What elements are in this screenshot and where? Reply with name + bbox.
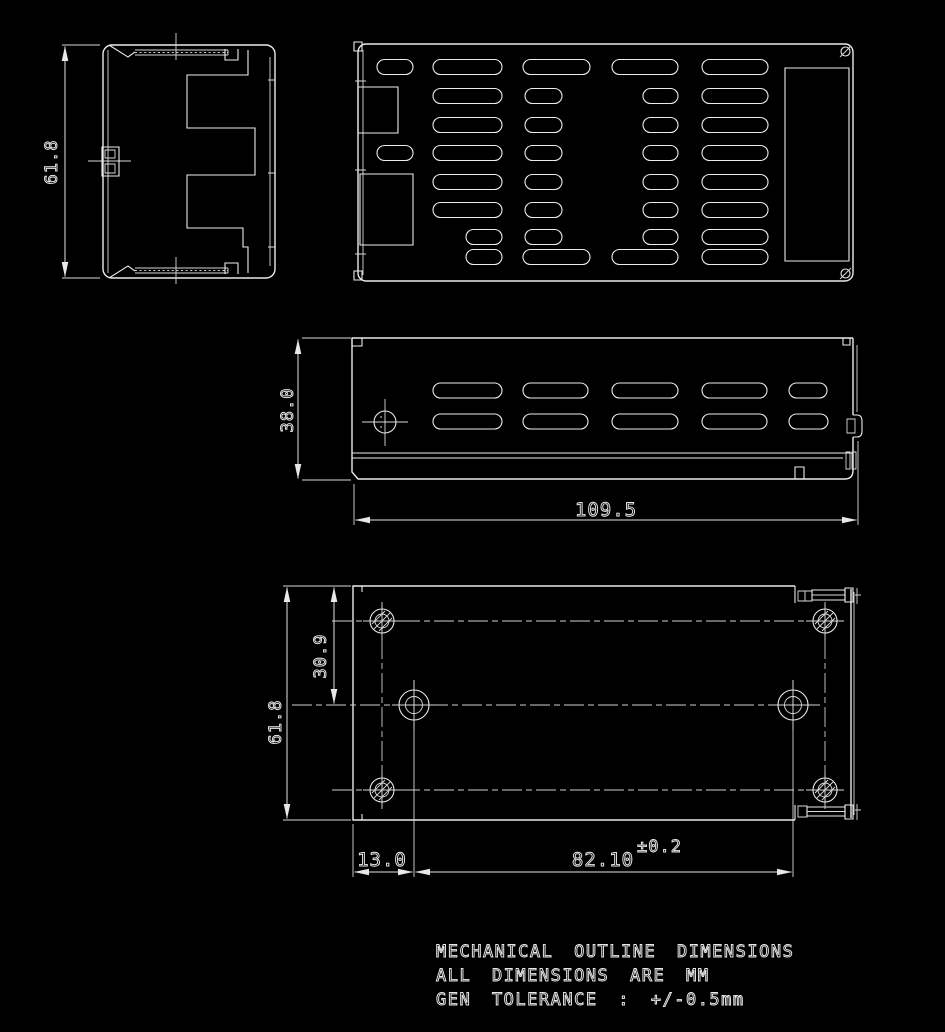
dim-label-hole-spacing: 82.10 (571, 849, 635, 871)
vent-slot (525, 203, 562, 218)
vent-slot (525, 146, 562, 161)
side-vent-slots (433, 383, 828, 429)
vent-slot (377, 60, 413, 75)
vent-slot (702, 118, 768, 133)
tab-top-left (352, 338, 362, 346)
vent-slot (612, 60, 678, 75)
notch-bottom-right (225, 263, 238, 274)
note-line-2: ALL DIMENSIONS ARE MM (436, 966, 710, 986)
top-view (354, 42, 853, 281)
vent-slot (433, 146, 502, 161)
vent-slot (612, 250, 678, 265)
vent-slot (612, 383, 678, 398)
vent-slot (702, 89, 768, 104)
dim-end-height (42, 45, 100, 278)
dim-label-hole-row-offset: 30.9 (311, 633, 331, 679)
notes-block (436, 942, 794, 1010)
mounting-hole-symbol (362, 399, 408, 446)
bottom-view (266, 586, 861, 877)
mounting-holes (363, 602, 844, 809)
corner-hole-cross (806, 602, 844, 640)
note-line-1: MECHANICAL OUTLINE DIMENSIONS (436, 942, 795, 962)
vent-slot (433, 118, 502, 133)
corner-hole-cross (363, 602, 401, 640)
vent-slot (643, 175, 678, 190)
base-plate-lines (352, 453, 853, 458)
vent-slot (643, 230, 678, 245)
vent-slot (523, 250, 590, 265)
terminal-opening-small (358, 87, 398, 133)
corner-hole-cross (806, 771, 844, 809)
vent-slot (643, 118, 678, 133)
vent-slot (466, 230, 502, 245)
vent-slot (433, 383, 502, 398)
corner-hole-cross (363, 771, 401, 809)
din-clip-bump-inner (847, 419, 855, 433)
end-view-top-hatch (135, 50, 228, 55)
end-view-bottom-hatch (135, 268, 228, 273)
vent-slot (525, 89, 562, 104)
dim-label-hole-spacing-tolerance: ±0.2 (637, 837, 682, 857)
dim-label-side-height: 38.0 (278, 387, 298, 433)
vent-slot (525, 175, 562, 190)
dim-hole-left-offset (353, 824, 413, 877)
notch-top-right (225, 49, 238, 60)
vent-slot (702, 250, 768, 265)
vent-slot (525, 230, 562, 245)
dim-label-bottom-width: 61.8 (266, 699, 286, 745)
vent-slot (433, 203, 502, 218)
din-clip-bump (853, 415, 862, 437)
vent-slot (643, 89, 678, 104)
dim-hole-spacing (416, 837, 792, 872)
break-mark-bottom-left (109, 266, 135, 278)
vent-slot (523, 414, 588, 429)
corner-screw-top-right (840, 46, 851, 57)
vent-slot (702, 230, 768, 245)
vent-slot (702, 203, 768, 218)
middle-hole-cross (771, 680, 815, 730)
vent-slot (643, 146, 678, 161)
middle-hole-cross (392, 680, 436, 730)
dim-side-height (278, 338, 351, 480)
dim-side-length (354, 441, 858, 525)
vent-slot (466, 250, 502, 265)
terminal-opening-large (360, 174, 413, 245)
flange-notch (795, 467, 804, 479)
vent-slot (523, 60, 590, 75)
vent-slot (433, 89, 502, 104)
dim-label-hole-left-offset: 13.0 (357, 849, 407, 871)
vent-slot (525, 118, 562, 133)
side-view (278, 338, 862, 525)
vent-slot (433, 414, 502, 429)
top-vent-slots (377, 60, 768, 265)
vent-slot (612, 414, 678, 429)
dim-label-end-height: 61.8 (42, 139, 62, 185)
vent-slot (702, 146, 768, 161)
end-view-outline (103, 45, 275, 278)
vent-slot (643, 203, 678, 218)
side-clip-detail (88, 147, 131, 176)
vent-slot (433, 175, 502, 190)
vent-slot (377, 146, 413, 161)
note-line-3: GEN TOLERANCE : +/-0.5mm (436, 990, 745, 1010)
end-view (42, 33, 275, 284)
label-area-rect (785, 68, 849, 261)
break-mark-top-left (109, 45, 135, 57)
vent-slot (433, 60, 502, 75)
edge-ticks (268, 80, 275, 247)
tab-top-right (843, 338, 850, 345)
vent-slot (702, 383, 767, 398)
chassis-e-profile (187, 50, 255, 273)
flange-slot-1 (846, 452, 850, 469)
vent-slot (702, 175, 768, 190)
dim-label-side-length: 109.5 (574, 499, 638, 521)
vent-slot (523, 383, 588, 398)
corner-screw-bottom-right (840, 268, 851, 279)
vent-slot (702, 60, 768, 75)
vent-slot (789, 383, 827, 398)
vent-slot (702, 414, 767, 429)
vent-slot (789, 414, 828, 429)
dim-hole-row-offset (311, 588, 334, 704)
top-view-outline (358, 44, 853, 281)
